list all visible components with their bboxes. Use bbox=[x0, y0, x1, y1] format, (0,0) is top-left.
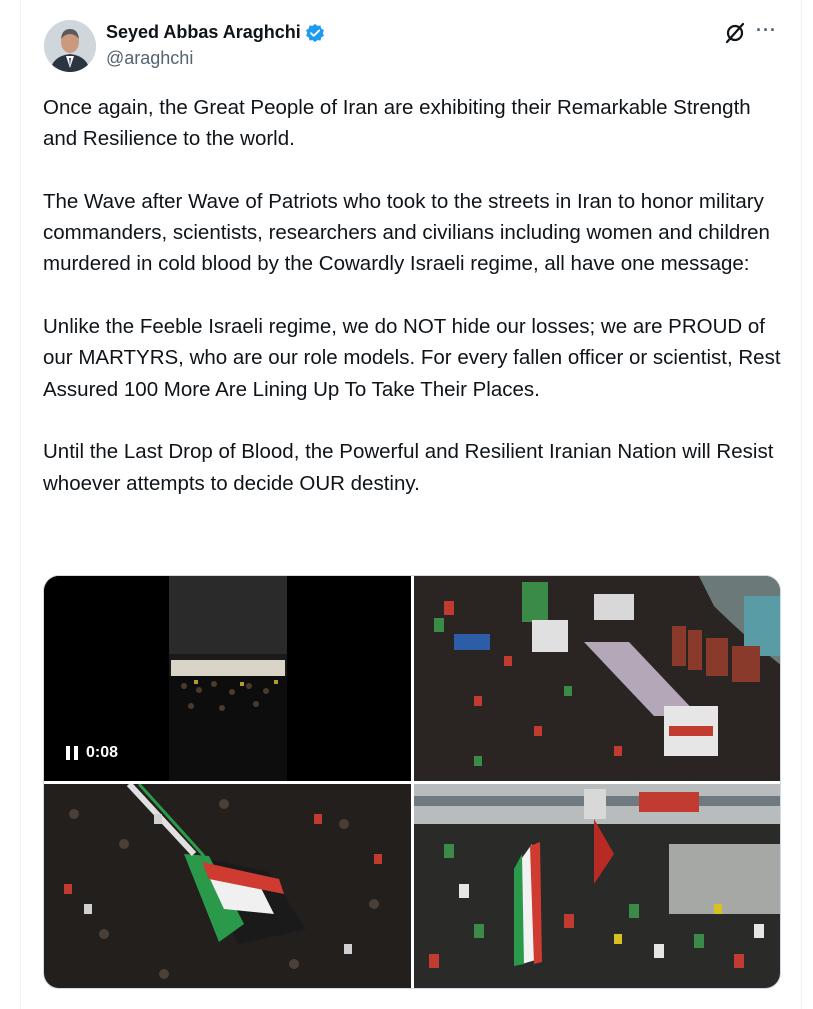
verified-badge-icon bbox=[305, 23, 325, 43]
media-photo-3[interactable] bbox=[44, 784, 411, 989]
grok-icon[interactable] bbox=[724, 22, 746, 44]
street-flags-photo bbox=[414, 784, 781, 989]
author-name-row bbox=[106, 22, 325, 43]
author-name[interactable]: Seyed Abbas Araghchi bbox=[106, 22, 301, 42]
media-photo-4[interactable] bbox=[414, 784, 781, 989]
avatar[interactable] bbox=[44, 20, 96, 72]
tweet-text bbox=[43, 92, 783, 530]
video-player[interactable] bbox=[44, 576, 411, 781]
more-options-icon[interactable]: ··· bbox=[756, 20, 777, 40]
video-timestamp-badge[interactable] bbox=[66, 744, 118, 762]
media-photo-2[interactable] bbox=[414, 576, 781, 781]
video-timestamp: 0:08 bbox=[86, 744, 119, 761]
crowd-flag-photo bbox=[44, 784, 411, 989]
tweet-paragraph-4: Until the Last Drop of Blood, the Powerful and Resilient Iranian Nation will Resist whoever attempts to decide OUR destiny. bbox=[43, 440, 774, 495]
author-handle[interactable]: @araghchi bbox=[106, 48, 194, 68]
media-grid bbox=[43, 575, 781, 989]
tweet-paragraph-3: Unlike the Feeble Israeli regime, we do NOT hide our losses; we are PROUD of our MARTYRS, who are our role models. For every fallen officer or scientist, Rest Assured 100 More Are Lining Up To Take Their Places. bbox=[43, 315, 781, 401]
tweet-paragraph-1: Once again, the Great People of Iran are exhibiting their Remarkable Strength and Resilience to the world. bbox=[43, 96, 751, 151]
tweet-paragraph-2: The Wave after Wave of Patriots who took to the streets in Iran to honor military commanders, scientists, researchers and civilians including women and children murdered in cold blood by the Cowardly Israeli regime, all have one message: bbox=[43, 189, 770, 276]
pause-icon[interactable] bbox=[66, 746, 78, 760]
crowd-truck-photo bbox=[414, 576, 781, 781]
